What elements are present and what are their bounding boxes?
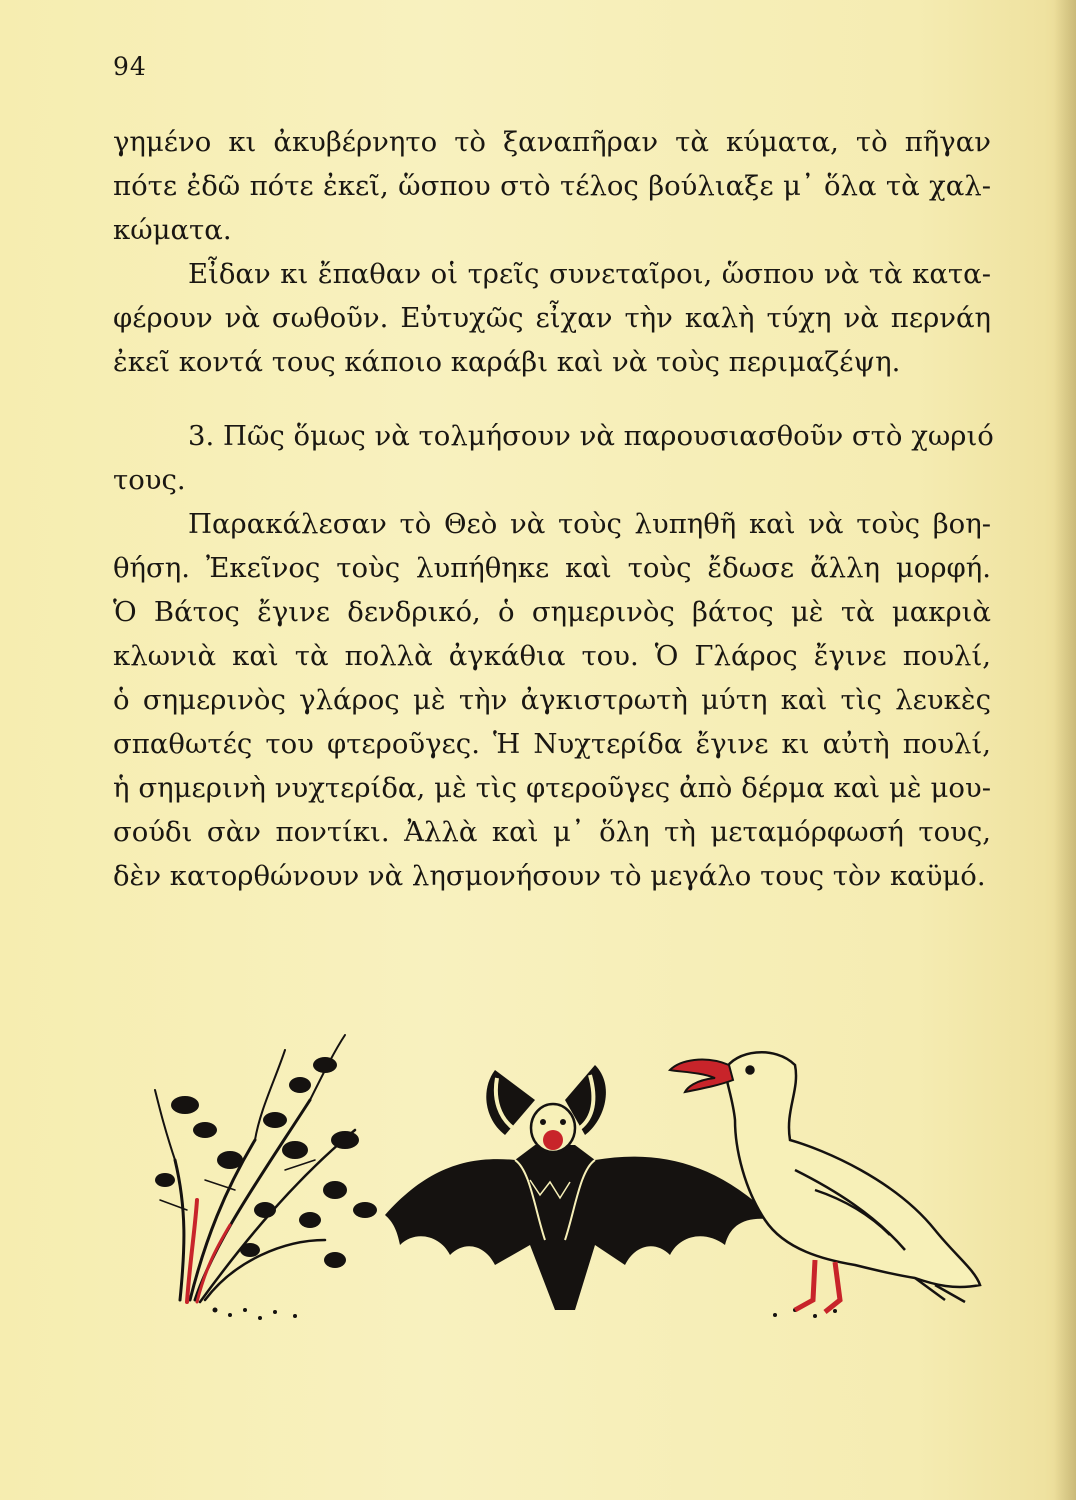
ground-dots bbox=[213, 1308, 838, 1321]
section-3-heading bbox=[113, 414, 994, 502]
text-line: δὲν κατορθώνουν νὰ λησμονήσουν τὸ μεγάλο τους τὸν καϋμό. bbox=[113, 860, 986, 892]
text-line: κώματα. bbox=[113, 214, 232, 246]
text-line: σούδι σὰν ποντίκι. Ἀλλὰ καὶ μ᾽ ὅλη τὴ μεταμόρφωσή τους, bbox=[113, 816, 991, 848]
text-line: θήση. Ἐκεῖνος τοὺς λυπήθηκε καὶ τοὺς ἔδωσε ἄλλη μορφή. bbox=[113, 552, 991, 584]
illustration-bramble-bat-seagull bbox=[135, 1010, 995, 1350]
text-line: ἡ σημερινὴ νυχτερίδα, μὲ τὶς φτεροῦγες ἀπὸ δέρμα καὶ μὲ μου- bbox=[113, 772, 991, 804]
text-line: Ὁ Βάτος ἔγινε δενδρικό, ὁ σημερινὸς βάτος μὲ τὰ μακριὰ bbox=[113, 596, 991, 628]
bramble-leaves bbox=[155, 1057, 377, 1268]
page-edge-shadow bbox=[1054, 0, 1076, 1500]
text-line: σπαθωτές του φτεροῦγες. Ἡ Νυχτερίδα ἔγινε κι αὐτὴ πουλί, bbox=[113, 728, 991, 760]
text-line: ἐκεῖ κοντά τους κάποιο καράβι καὶ νὰ τοὺς περιμαζέψη. bbox=[113, 346, 901, 378]
text-line: γημένο κι ἀκυβέρνητο τὸ ξαναπῆραν τὰ κύματα, τὸ πῆγαν bbox=[113, 126, 991, 158]
text-line: ὁ σημερινὸς γλάρος μὲ τὴν ἀγκιστρωτὴ μύτη καὶ τὶς λευκὲς bbox=[113, 684, 991, 716]
paragraph-4 bbox=[113, 502, 991, 898]
text-line: Εἶδαν κι ἔπαθαν οἱ τρεῖς συνεταῖροι, ὥσπου νὰ τὰ κατα- bbox=[188, 258, 991, 290]
text-line: φέρουν νὰ σωθοῦν. Εὐτυχῶς εἶχαν τὴν καλὴ τύχη νὰ περνάη bbox=[113, 302, 991, 334]
text-line: πότε ἐδῶ πότε ἐκεῖ, ὥσπου στὸ τέλος βούλιαξε μ᾽ ὅλα τὰ χαλ- bbox=[113, 170, 991, 202]
text-line: Παρακάλεσαν τὸ Θεὸ νὰ τοὺς λυπηθῆ καὶ νὰ τοὺς βοη- bbox=[188, 508, 991, 540]
body-text bbox=[113, 120, 994, 898]
text-line: 3. Πῶς ὅμως νὰ τολμήσουν νὰ παρουσιασθοῦν στὸ χωριό bbox=[188, 420, 994, 452]
text-line: τους. bbox=[113, 464, 186, 496]
bat-drawing bbox=[385, 1065, 775, 1310]
paragraph-2 bbox=[113, 252, 991, 384]
page-number: 94 bbox=[113, 52, 147, 81]
text-line: κλωνιὰ καὶ τὰ πολλὰ ἀγκάθια του. Ὁ Γλάρος ἔγινε πουλί, bbox=[113, 640, 991, 672]
paragraph-1 bbox=[113, 120, 991, 252]
